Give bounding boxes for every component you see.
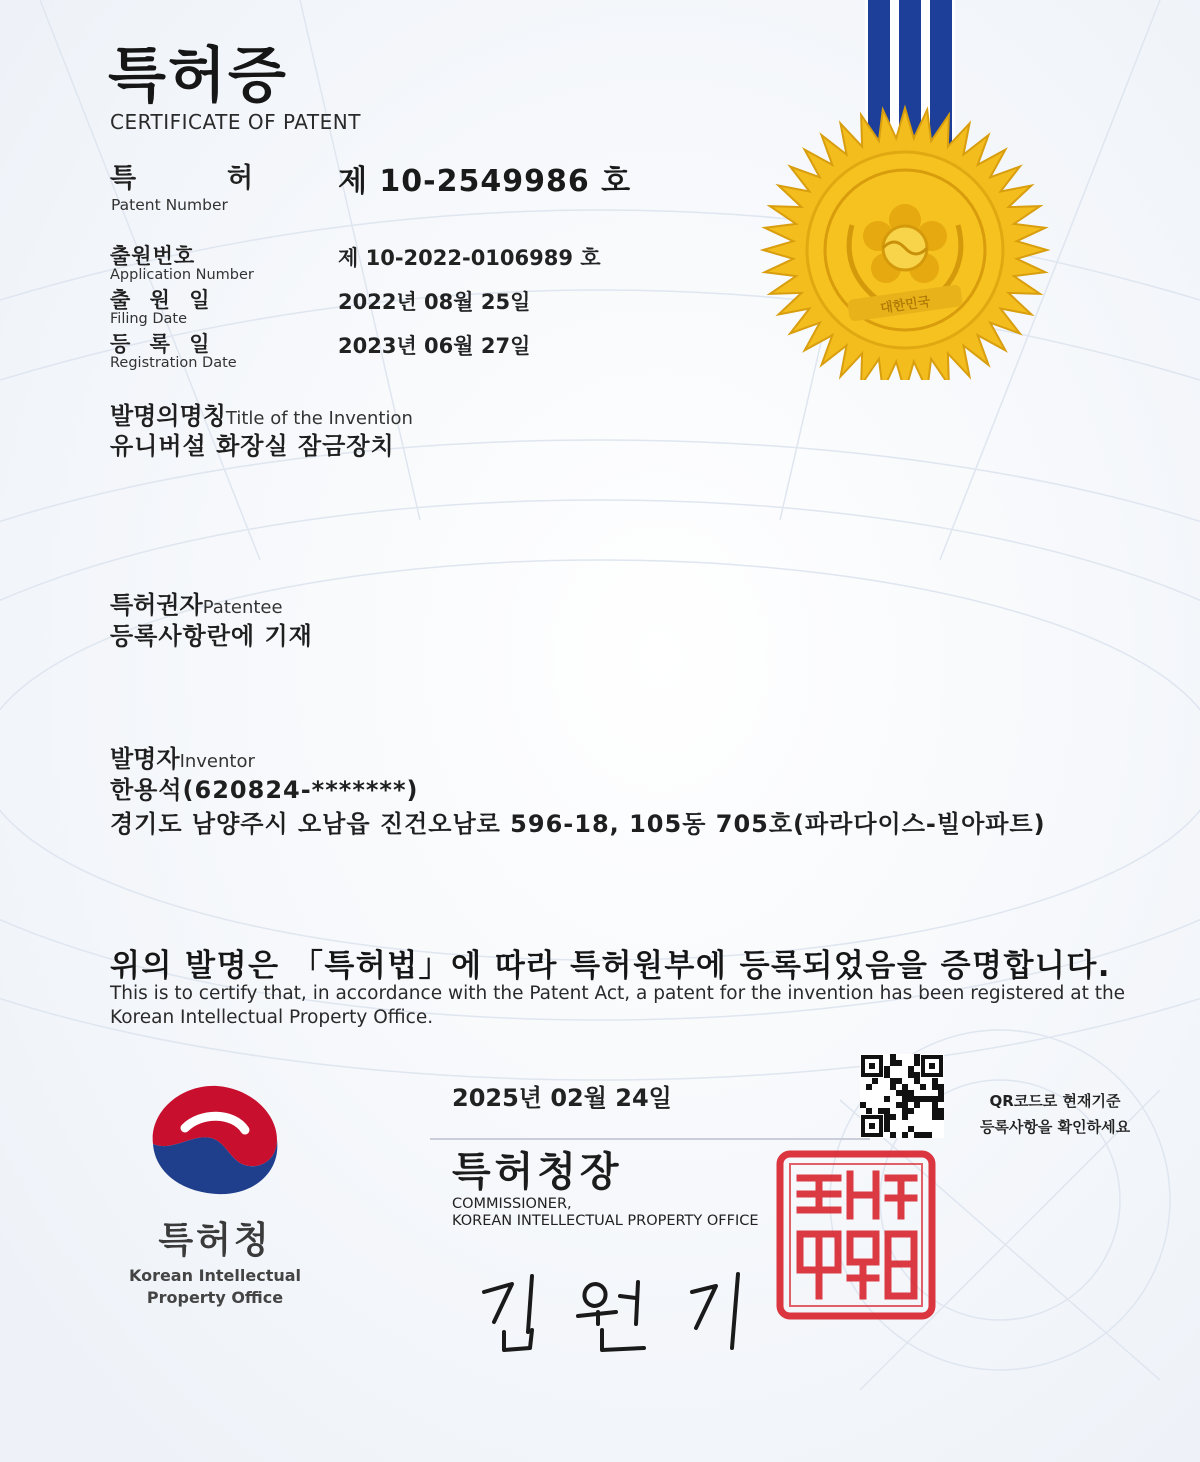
- medal-text: 대한민국: [879, 294, 932, 317]
- inventor-label-ko: 발명자: [110, 745, 180, 773]
- inventor-address: 경기도 남양주시 오남읍 진건오남로 596-18, 105동 705호(파라다이스-빌아파트): [110, 810, 1046, 838]
- qr-code-icon: [860, 1054, 944, 1138]
- patentee-value: 등록사항란에 기재: [110, 622, 313, 650]
- commissioner-signature: [470, 1258, 770, 1358]
- commissioner-title-en-line1: COMMISSIONER,: [452, 1196, 572, 1212]
- patent-number-label-en: Patent Number: [111, 196, 228, 214]
- qr-note-line2: 등록사항을 확인하세요: [979, 1118, 1131, 1136]
- filing-date-value: 2022년 08월 25일: [338, 290, 531, 314]
- filing-date-label-ko: 출 원 일: [110, 288, 216, 312]
- official-seal-icon: [776, 1150, 936, 1320]
- qr-note: [960, 1088, 1150, 1140]
- invention-title-value: 유니버설 화장실 잠금장치: [110, 432, 395, 460]
- filing-date-label-en: Filing Date: [110, 311, 188, 327]
- office-name-ko: 특허청: [158, 1220, 272, 1261]
- office-name-en: [110, 1265, 320, 1309]
- patent-label-ko-2: 허: [227, 163, 254, 194]
- patent-number-value: 제 10-2549986 호: [338, 164, 632, 199]
- certification-statement-ko: 위의 발명은 「특허법」에 따라 특허원부에 등록되었음을 증명합니다.: [110, 948, 1112, 984]
- patentee-label-en: Patentee: [202, 597, 283, 618]
- inventor-label-en: Inventor: [179, 751, 255, 772]
- registration-date-label-ko: 등 록 일: [110, 332, 216, 356]
- registration-date-label-en: Registration Date: [110, 355, 237, 371]
- certification-statement-en: This is to certify that, in accordance with the Patent Act, a patent for the invention has been registered at the Korean Intellectual Property Office.: [110, 983, 1126, 1028]
- office-name-en-line1: Korean Intellectual: [128, 1266, 302, 1285]
- certificate-title-en: CERTIFICATE OF PATENT: [110, 110, 361, 134]
- patent-label-ko-1: 특: [110, 163, 137, 194]
- inventor-name: 한용석(620824-*******): [110, 776, 419, 804]
- invention-title-label-ko: 발명의명칭: [110, 402, 226, 430]
- ribbon-medal-icon: [760, 0, 1060, 380]
- patentee-label-ko: 특허권자: [110, 591, 203, 619]
- registration-date-value: 2023년 06월 27일: [338, 334, 531, 358]
- commissioner-title-en-line2: KOREAN INTELLECTUAL PROPERTY OFFICE: [452, 1213, 759, 1229]
- inventor-label: [110, 739, 255, 774]
- commissioner-title-en: [452, 1196, 812, 1230]
- application-number-value: 제 10-2022-0106989 호: [338, 246, 601, 270]
- application-number-label-en: Application Number: [110, 267, 254, 283]
- government-logo-icon: [145, 1082, 285, 1197]
- issue-date: 2025년 02월 24일: [452, 1084, 672, 1112]
- qr-note-line1: QR코드로 현재기준: [989, 1092, 1121, 1110]
- application-number-label-ko: 출원번호: [110, 244, 196, 268]
- office-name-en-line2: Property Office: [146, 1288, 284, 1307]
- certificate-title: 특허증: [108, 41, 288, 111]
- commissioner-title-ko: 특허청장: [452, 1149, 623, 1195]
- invention-title-label-en: Title of the Invention: [225, 408, 413, 429]
- patentee-label: [110, 585, 283, 620]
